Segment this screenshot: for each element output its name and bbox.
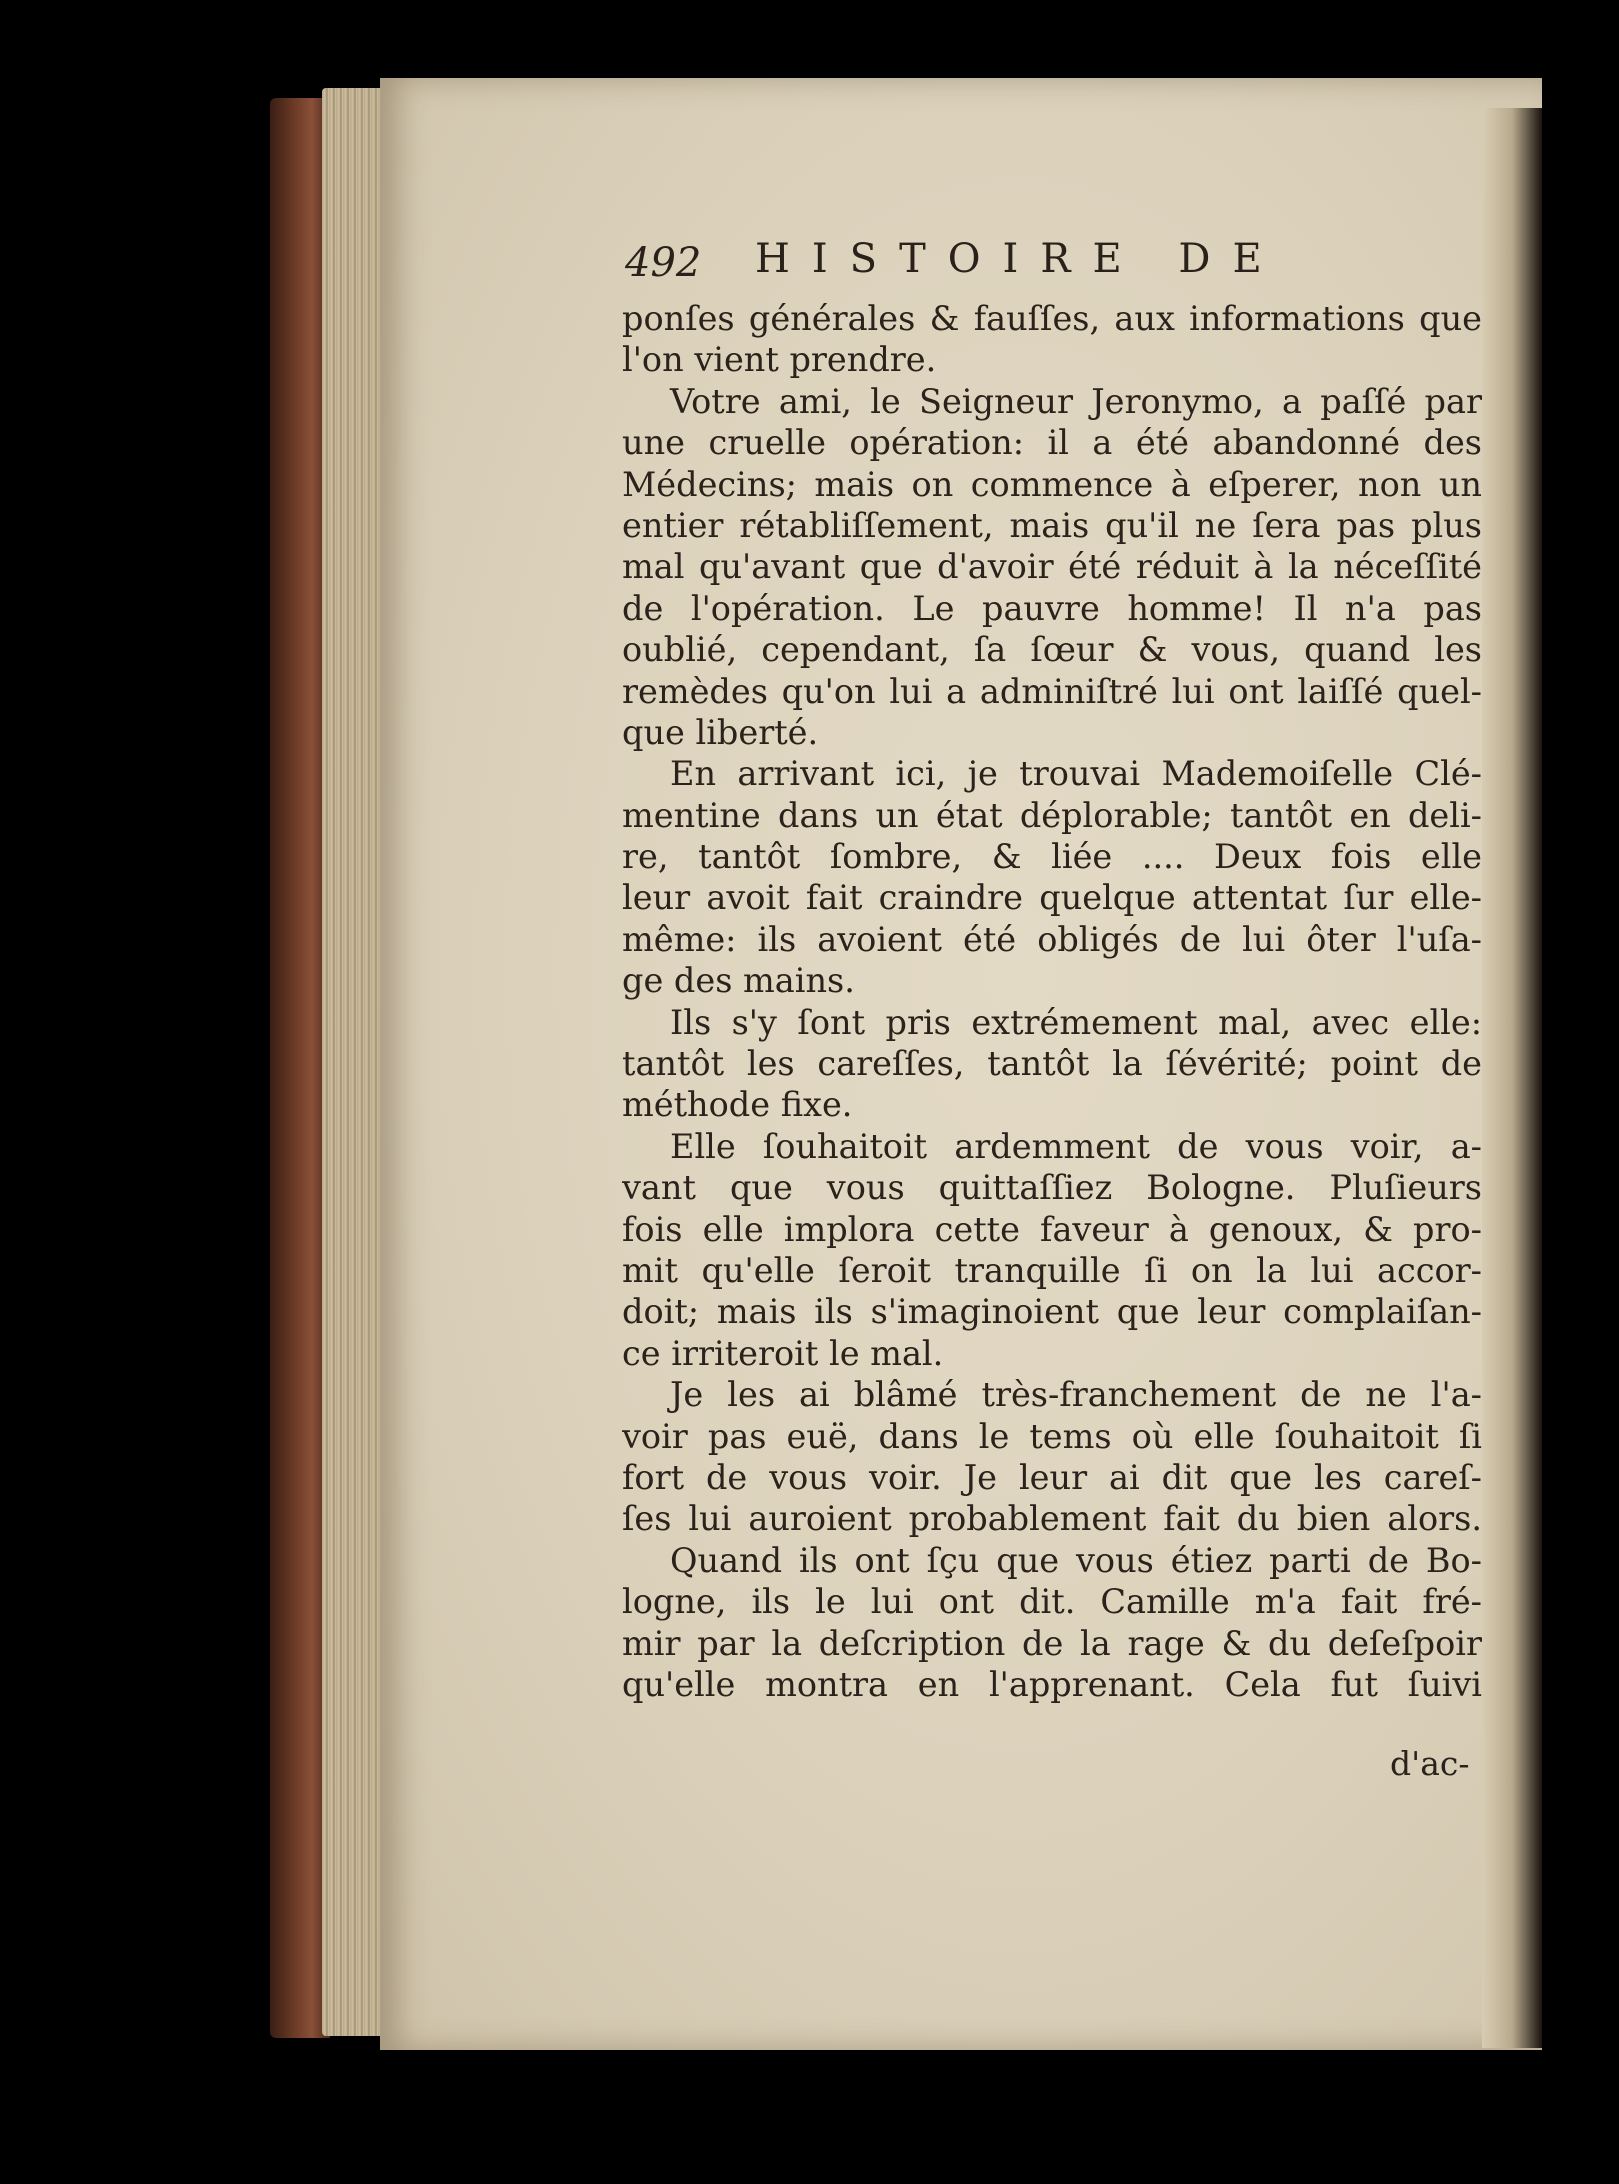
text-line: En arrivant ici, je trouvai Mademoiſelle Clé- [670,754,1482,794]
catchword: d'ac- [1390,1744,1470,1783]
text-line: Elle ſouhaitoit ardemment de vous voir, a- [670,1126,1482,1166]
text-line: Médecins; mais on commence à eſperer, non un [622,464,1482,504]
text-line: qu'elle montra en l'apprenant. Cela fut ſuivi [622,1664,1482,1704]
text-line: une cruelle opération: il a été abandonné des [622,423,1482,463]
text-line: de l'opération. Le pauvre homme! Il n'a pas [622,588,1482,628]
text-line: Ils s'y ſont pris extrémement mal, avec elle: [670,1002,1482,1042]
text-line: ce irriteroit le mal. [622,1333,944,1373]
text-line: ge des mains. [622,961,855,1001]
text-line: re, tantôt ſombre, & liée .... Deux fois elle [622,837,1482,877]
page-header [625,236,1525,296]
text-line: fois elle implora cette faveur à genoux, & pro- [622,1209,1482,1249]
text-line: mal qu'avant que d'avoir été réduit à la néceſſité [622,547,1482,587]
text-line: Quand ils ont ſçu que vous étiez parti de Bo- [670,1540,1482,1580]
text-line: ponſes générales & fauſſes, aux informations que [622,299,1482,338]
text-line: tantôt les careſſes, tantôt la ſévérité; point de [622,1044,1482,1084]
text-line: oublié, cependant, ſa ſœur & vous, quand les [622,630,1482,670]
text-line: entier rétabliſſement, mais qu'il ne ſera pas plus [622,505,1482,545]
text-line: doit; mais ils s'imaginoient que leur complaiſan- [622,1292,1482,1332]
text-line: méthode fixe. [622,1085,853,1125]
text-line: remèdes qu'on lui a adminiſtré lui ont laiſſé quel- [622,671,1482,711]
text-line: mit qu'elle ſeroit tranquille ſi on la lui accor- [622,1250,1482,1290]
running-head: HISTOIRE DE [755,236,1284,282]
text-line: ſes lui auroient probablement fait du bien alors. [622,1499,1482,1539]
text-line: que liberté. [622,712,819,752]
text-line: l'on vient prendre. [622,340,937,380]
text-line: mir par la deſcription de la rage & du deſeſpoir [622,1623,1482,1663]
page-number: 492 [625,240,702,286]
text-line: logne, ils le lui ont dit. Camille m'a fait fré- [622,1582,1482,1622]
text-line: Je les ai blâmé très-franchement de ne l'a- [670,1375,1482,1415]
text-line: même: ils avoient été obligés de lui ôter l'uſa- [622,919,1482,959]
book-cover-edge [270,98,330,2038]
text-line: vant que vous quittaſſiez Bologne. Pluſieurs [622,1168,1482,1208]
body-text [622,298,1482,1705]
page-gutter [1482,108,1542,2048]
text-line: mentine dans un état déplorable; tantôt en deli- [622,795,1482,835]
text-line: leur avoit fait craindre quelque attentat ſur elle- [622,878,1482,918]
text-line: fort de vous voir. Je leur ai dit que les careſ- [622,1457,1482,1497]
text-line: voir pas euë, dans le tems où elle ſouhaitoit ſi [622,1416,1482,1456]
text-line: Votre ami, le Seigneur Jeronymo, a paſſé par [670,381,1482,421]
